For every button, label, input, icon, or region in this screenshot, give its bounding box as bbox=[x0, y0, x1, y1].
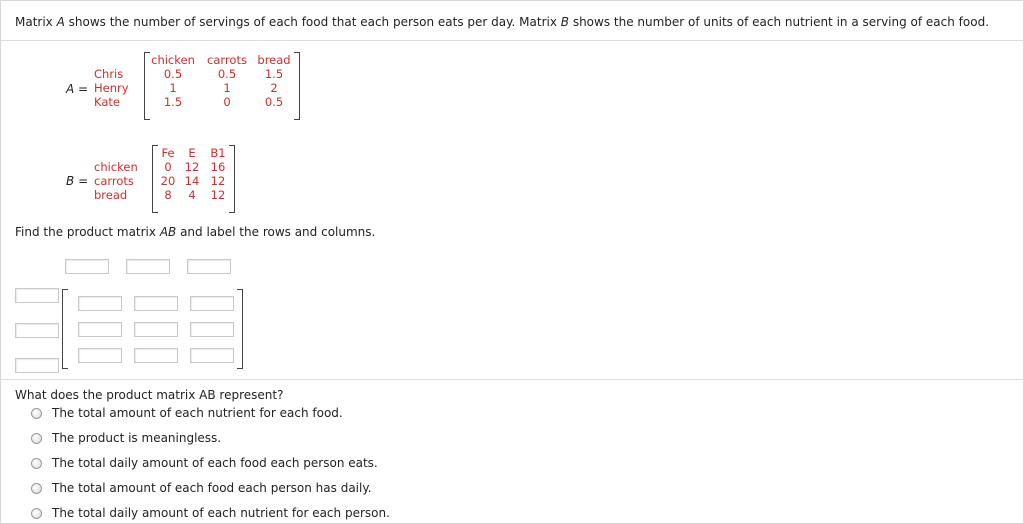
column-label-input-2[interactable] bbox=[126, 259, 170, 274]
matrix-a-row-kate: Kate bbox=[94, 95, 120, 109]
row-label-input-1[interactable] bbox=[15, 288, 59, 303]
answer-left-bracket bbox=[62, 289, 68, 369]
intro-text-1: Matrix bbox=[15, 15, 57, 29]
matrix-b-cell: 8 bbox=[164, 188, 172, 202]
product-cell-input-1-2[interactable] bbox=[134, 296, 178, 311]
matrix-b-label: B = bbox=[66, 174, 89, 188]
matrix-a-col-carrots: carrots bbox=[207, 53, 247, 67]
matrix-b-col-fe: Fe bbox=[161, 146, 175, 160]
intro-text-3: shows the number of units of each nutrient in a serving of each food. bbox=[569, 15, 990, 29]
product-cell-input-2-1[interactable] bbox=[78, 322, 122, 337]
radio-button[interactable] bbox=[31, 408, 42, 419]
problem-intro bbox=[15, 15, 989, 29]
matrix-b-cell: 16 bbox=[210, 160, 226, 174]
product-cell-input-3-2[interactable] bbox=[134, 348, 178, 363]
option-food-per-person[interactable] bbox=[31, 456, 378, 470]
option-nutrient-per-food[interactable] bbox=[31, 406, 343, 420]
column-label-input-3[interactable] bbox=[187, 259, 231, 274]
matrix-a-cell: 0.5 bbox=[163, 67, 183, 81]
radio-button[interactable] bbox=[31, 458, 42, 469]
product-cell-input-2-3[interactable] bbox=[190, 322, 234, 337]
option-label: The total amount of each food each person has daily. bbox=[52, 481, 372, 495]
option-food-each-person-daily[interactable] bbox=[31, 481, 372, 495]
product-cell-input-2-2[interactable] bbox=[134, 322, 178, 337]
radio-button[interactable] bbox=[31, 433, 42, 444]
product-cell-input-1-1[interactable] bbox=[78, 296, 122, 311]
matrix-a-cell: 0 bbox=[223, 95, 231, 109]
matrix-b-cell: 4 bbox=[188, 188, 196, 202]
matrix-a-col-bread: bread bbox=[257, 53, 291, 67]
matrix-b-row-carrots: carrots bbox=[94, 174, 134, 188]
radio-button[interactable] bbox=[31, 508, 42, 519]
matrix-b-cell: 0 bbox=[164, 160, 172, 174]
matrix-a-cell: 2 bbox=[270, 81, 278, 95]
question-find-product: Find the product matrix AB and label the rows and columns. bbox=[15, 225, 376, 239]
matrix-a-row-henry: Henry bbox=[94, 81, 129, 95]
matrix-a-cell: 0.5 bbox=[217, 67, 237, 81]
matrix-b-cell: 12 bbox=[210, 174, 226, 188]
matrix-b-row-bread: bread bbox=[94, 188, 128, 202]
matrix-a-cell: 1 bbox=[223, 81, 231, 95]
intro-text-2: shows the number of servings of each food that each person eats per day. Matrix bbox=[64, 15, 561, 29]
matrix-a-col-chicken: chicken bbox=[151, 53, 195, 67]
option-label: The total daily amount of each food each person eats. bbox=[52, 456, 378, 470]
matrix-b-cell: 20 bbox=[160, 174, 176, 188]
matrix-b-col-b1: B1 bbox=[210, 146, 226, 160]
option-label: The total daily amount of each nutrient for each person. bbox=[52, 506, 390, 520]
matrix-a-cell: 1.5 bbox=[264, 67, 284, 81]
matrix-a-cell: 1.5 bbox=[163, 95, 183, 109]
option-nutrient-per-person[interactable] bbox=[31, 506, 390, 520]
matrix-b-cell: 14 bbox=[184, 174, 200, 188]
matrix-b-col-e: E bbox=[188, 146, 196, 160]
radio-button[interactable] bbox=[31, 483, 42, 494]
product-cell-input-3-1[interactable] bbox=[78, 348, 122, 363]
product-cell-input-3-3[interactable] bbox=[190, 348, 234, 363]
divider bbox=[1, 40, 1023, 41]
option-label: The total amount of each nutrient for each food. bbox=[52, 406, 343, 420]
option-label: The product is meaningless. bbox=[52, 431, 222, 445]
product-cell-input-1-3[interactable] bbox=[190, 296, 234, 311]
row-label-input-3[interactable] bbox=[15, 358, 59, 373]
divider bbox=[1, 379, 1023, 380]
intro-var-b: B bbox=[560, 15, 569, 29]
column-label-input-1[interactable] bbox=[65, 259, 109, 274]
matrix-a-row-chris: Chris bbox=[94, 67, 124, 81]
matrix-a-cell: 0.5 bbox=[264, 95, 284, 109]
option-meaningless[interactable] bbox=[31, 431, 221, 445]
matrix-b-cell: 12 bbox=[184, 160, 200, 174]
matrix-a-label: A = bbox=[66, 82, 89, 96]
matrix-b-cell: 12 bbox=[210, 188, 226, 202]
intro-var-a: A bbox=[56, 15, 65, 29]
matrix-b-row-chicken: chicken bbox=[94, 160, 138, 174]
question-represent: What does the product matrix AB represent? bbox=[15, 388, 284, 402]
answer-right-bracket bbox=[237, 289, 243, 369]
row-label-input-2[interactable] bbox=[15, 323, 59, 338]
matrix-a-cell: 1 bbox=[169, 81, 177, 95]
